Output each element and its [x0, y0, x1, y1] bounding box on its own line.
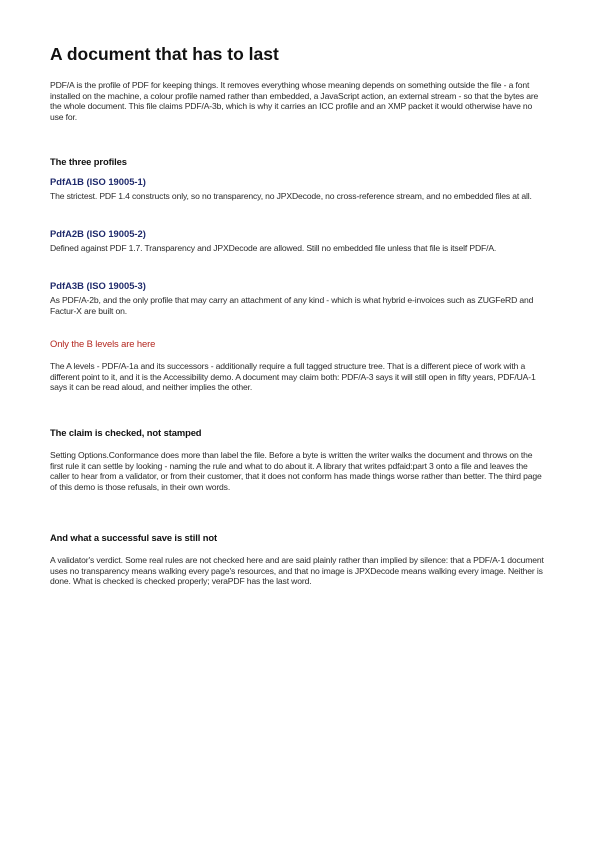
profile-heading-a2b: PdfA2B (ISO 19005-2) — [50, 228, 146, 239]
profile-heading-a3b: PdfA3B (ISO 19005-3) — [50, 280, 146, 291]
profile-text-a3b: As PDF/A-2b, and the only profile that may carry an attachment of any kind - which is what hybrid e-invoices such as ZUGFeRD and Factur-X are built on. — [50, 295, 534, 316]
profile-heading-a1b: PdfA1B (ISO 19005-1) — [50, 176, 146, 187]
profiles-heading: The three profiles — [50, 156, 127, 167]
intro-paragraph: PDF/A is the profile of PDF for keeping things. It removes everything whose meaning depends on something outside the file - a font installed on the machine, a colour profile named rather than embedded, a JavaScript action, an external stream - so that the bytes are the whole document. This file claims PDF/A-3b, which is why it carries an ICC profile and an XMP packet it would otherwise have no use for. — [50, 80, 539, 122]
save-heading: And what a successful save is still not — [50, 532, 217, 543]
profile-text-a2b: Defined against PDF 1.7. Transparency and JPXDecode are allowed. Still no embedded file unless that file is itself PDF/A. — [50, 243, 497, 253]
claim-heading: The claim is checked, not stamped — [50, 427, 202, 438]
save-paragraph: A validator's verdict. Some real rules are not checked here and are said plainly rather than implied by silence: that a PDF/A-1 document uses no transparency means walking every page's resources, and that no image is JPXDecode means walking every image. Neither is done. What is checked is checked properly; veraPDF has the last word. — [50, 555, 544, 586]
claim-paragraph: Setting Options.Conformance does more than label the file. Before a byte is written the writer walks the document and throws on the first rule it can settle by looking - naming the rule and what to do about it. A library that writes pdfaid:part 3 onto a file and leaves the caller to hear from a validator, or from their customer, that it does not conform has made things worse rather than better. The third page of this demo is those refusals, in their own words. — [50, 450, 542, 492]
b-levels-paragraph: The A levels - PDF/A-1a and its successors - additionally require a full tagged structure tree. That is a different piece of work with a different point to it, and it is the Accessibility demo. A document may claim both: PDF/A-3 says it will still open in fifty years, PDF/UA-1 says it can be read aloud, and neither implies the other. — [50, 361, 536, 392]
b-levels-heading: Only the B levels are here — [50, 338, 156, 349]
profile-text-a1b: The strictest. PDF 1.4 constructs only, so no transparency, no JPXDecode, no cross-reference stream, and no embedded files at all. — [50, 191, 532, 201]
page-title: A document that has to last — [50, 44, 279, 64]
